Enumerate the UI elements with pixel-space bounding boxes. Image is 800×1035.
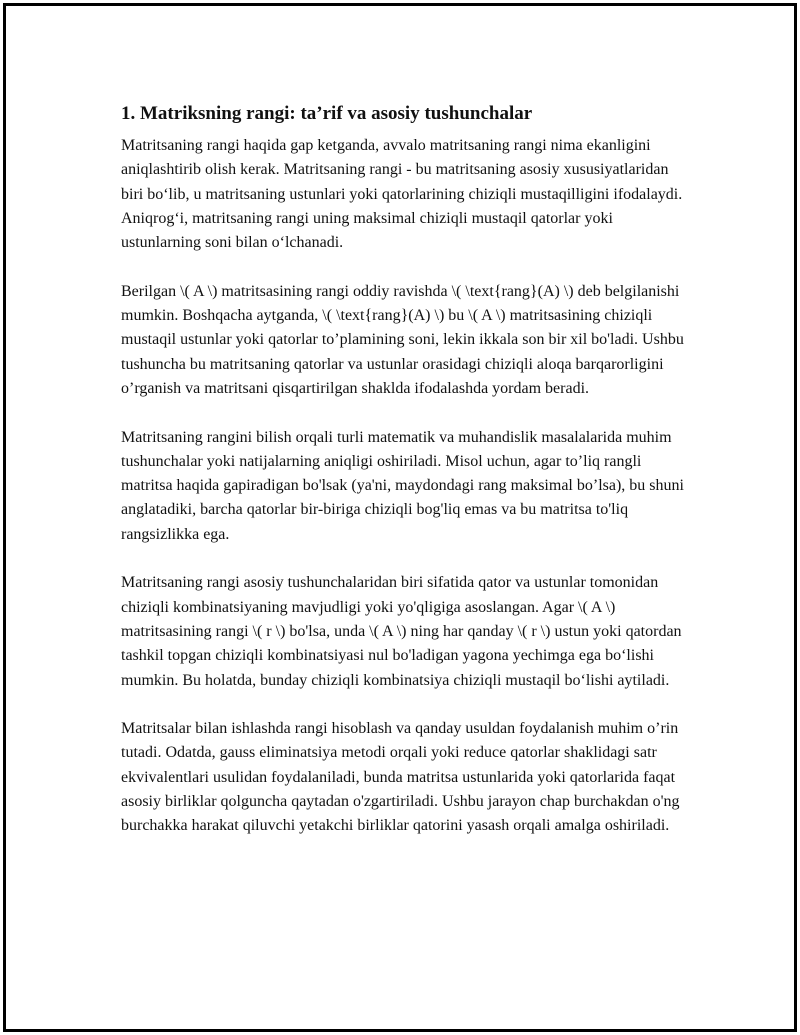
section-heading: 1. Matriksning rangi: ta’rif va asosiy tushunchalar <box>121 103 533 124</box>
document-body <box>121 102 691 863</box>
page-frame <box>3 3 797 1032</box>
paragraph-definition: Matritsaning rangi haqida gap ketganda, avvalo matritsaning rangi nima ekanligini aniqlashtirib olish kerak. Matritsaning rangi - bu matritsaning asosiy xususiyatlaridan biri bo‘lib, u matritsaning ustunlari yoki qatorlarining chiziqli mustaqilligini ifodalaydi. Aniqrog‘i, matritsaning rangi uning maksimal chiziqli mustaqil qatorlar yoki ustunlarning soni bilan o‘lchanadi. <box>121 137 683 252</box>
paragraph-computation: Matritsalar bilan ishlashda rangi hisoblash va qanday usuldan foydalanish muhim o’rin tutadi. Odatda, gauss eliminatsiya metodi orqali yoki reduce qatorlar shaklidagi satr ekvivalentlari usulidan foydalaniladi, bunda matritsa ustunlarida yoki qatorlarida faqat asosiy birliklar qolguncha qaytadan o'zgartiriladi. Ushbu jarayon chap burchakdan o'ng burchakka harakat qiluvchi yetakchi birliklar qatorini yasash orqali amalga oshiriladi. <box>121 720 680 835</box>
paragraph-notation: Berilgan \( A \) matritsasining rangi oddiy ravishda \( \text{rang}(A) \) deb belgilanishi mumkin. Boshqacha aytganda, \( \text{rang}(A) \) bu \( A \) matritsasining chiziqli mustaqil ustunlar yoki qatorlar to’plamining soni, lekin ikkala son bir xil bo'ladi. Ushbu tushuncha bu matritsaning qatorlar va ustunlar orasidagi chiziqli aloqa barqarorligini o’rganish va matritsani qisqartirilgan shaklda ifodalashda yordam beradi. <box>121 282 684 397</box>
paragraph-applications: Matritsaning rangini bilish orqali turli matematik va muhandislik masalalarida muhim tushunchalar yoki natijalarning aniqligi oshiriladi. Misol uchun, agar to’liq rangli matritsa haqida gapiradigan bo'lsak (ya'ni, maydondagi rang maksimal bo’lsa), bu shuni anglatadiki, barcha qatorlar bir-biriga chiziqli bog'liq emas va bu matritsa to'liq rangsizlikka ega. <box>121 428 684 543</box>
paragraph-linear-combination: Matritsaning rangi asosiy tushunchalaridan biri sifatida qator va ustunlar tomonidan chiziqli kombinatsiyaning mavjudligi yoki yo'qligiga asoslangan. Agar \( A \) matritsasining rangi \( r \) bo'lsa, unda \( A \) ning har qanday \( r \) ustun yoki qatordan tashkil topgan chiziqli kombinatsiyasi nul bo'ladigan yagona yechimga ega bo‘lishi mumkin. Bu holatda, bunday chiziqli kombinatsiya chiziqli mustaqil bo‘lishi aytiladi. <box>121 574 682 689</box>
